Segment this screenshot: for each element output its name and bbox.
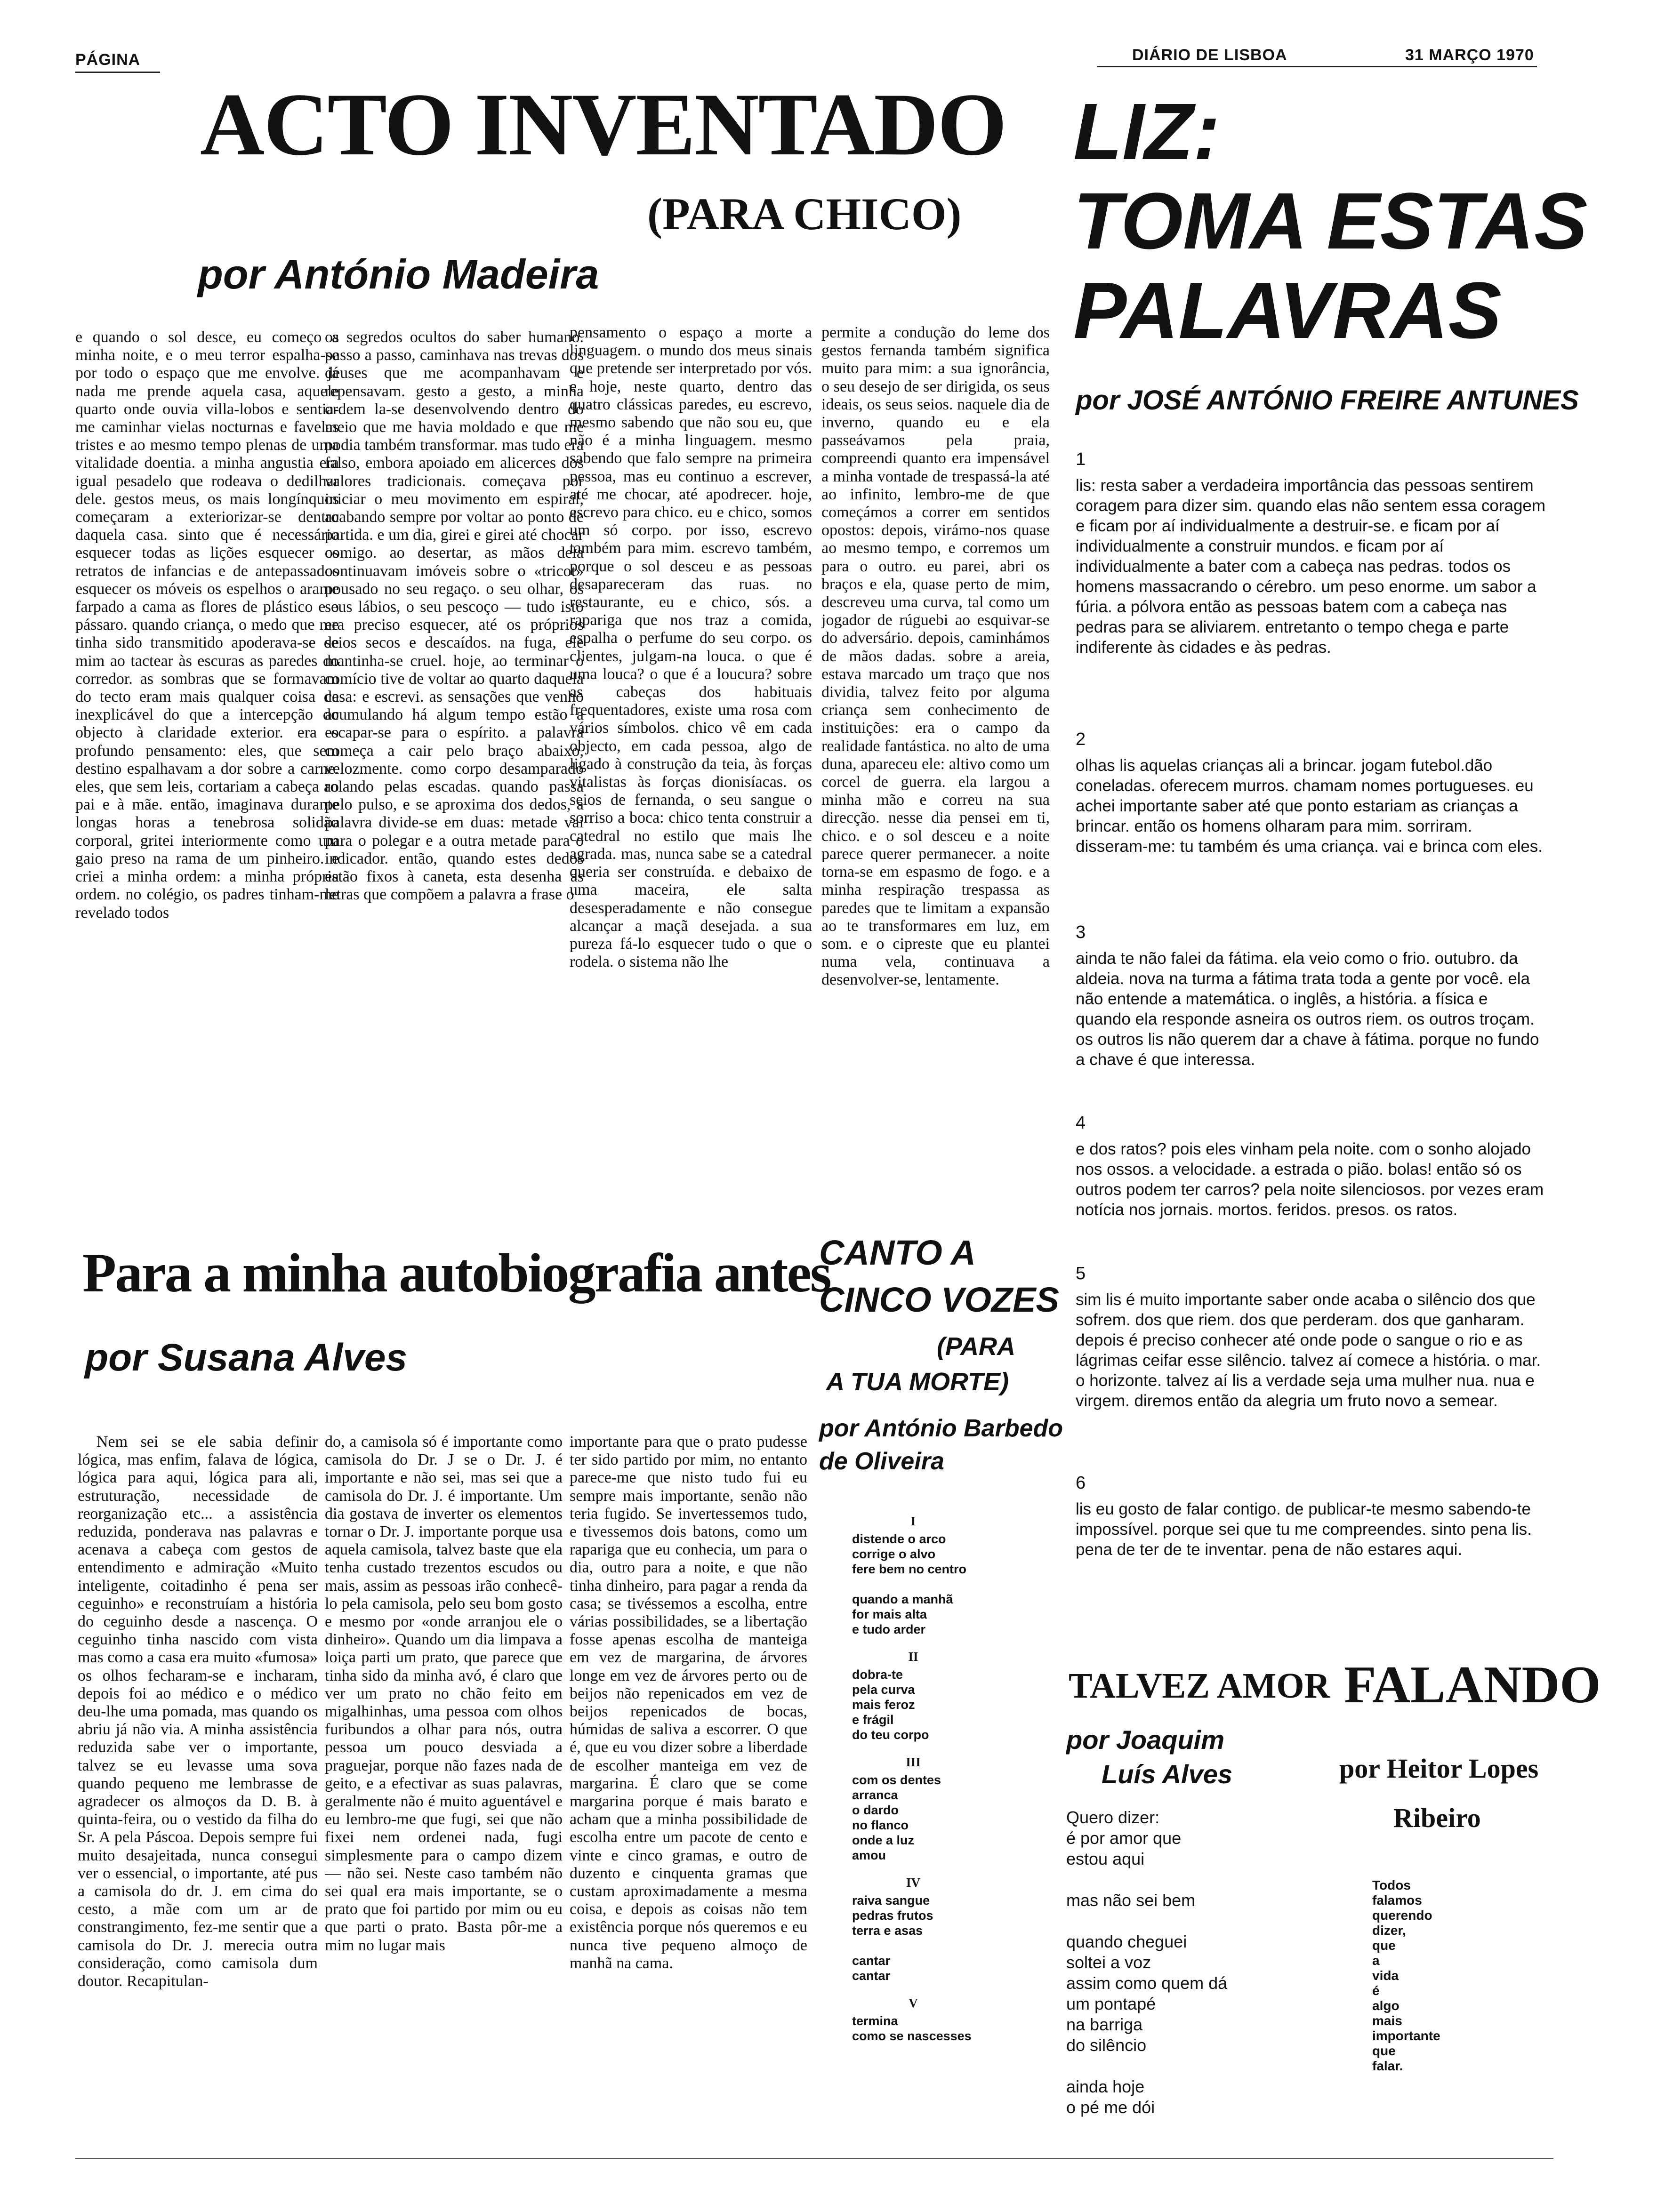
canto-subtitle-line-2: A TUA MORTE) [826, 1368, 1009, 1396]
acto-column-3-text: pensamento o espaço a morte a linguagem. o mundo dos meus sinais que pretende ser interpretado por vós. e hoje, neste quarto, dentro das quatro clássicas paredes, eu escrevo, mesmo sabendo que não sou eu, que não é a minha linguagem. mesmo sabendo que falo sempre na primeira pessoa, mas eu continuo a escrever, até me chocar, até apodrecer. hoje, escrevo para chico. eu e chico, somos um só corpo. por isso, escrevo também para mim. escrevo também, porque o sol desceu e as pessoas desapareceram das ruas. no restaurante, eu e chico, sós. a rapariga que nos traz a comida, espalha o perfume do seu corpo. os clientes, julgam-na louca. o que é uma louca? o que é a loucura? sobre as cabeças dos habituais frequentadores, existe uma rosa com vários símbolos. chico vê em cada objecto, em cada pessoa, algo de ligado à construção da teia, às forças vitalistas às forças dionisíacas. os seios de fernanda, o seu sangue o sorriso a boca: chico tenta construir a catedral no estilo que mais lhe agrada. mas, nunca sabe se a catedral queria ser construída. e debaixo de uma maceira, ele salta desesperadamente e não consegue alcançar a maçã desejada. a sua pureza fá-lo esquecer tudo o que o rodela. o sistema não lhe [570, 324, 812, 971]
autobiografia-byline: por Susana Alves [85, 1336, 408, 1379]
acto-column-1 [75, 329, 339, 1166]
canto-section-4-text: raiva sangue pedras frutos terra e asas cantar cantar [852, 1893, 933, 1983]
liz-section-4-number: 4 [1076, 1113, 1086, 1133]
liz-section-3-text: ainda te não falei da fátima. ela veio como o frio. outubro. da aldeia. nova na turma a fátima trata toda a gente por você. ela não entende a matemática. o inglês, a história. a física e quando ela responde asneira os outros riem. os outros troçam. os outros lis não querem dar a chave à fátima. porque no fundo a chave é que interessa. [1076, 949, 1539, 1069]
acto-column-4 [821, 324, 1050, 1166]
liz-section-5-text: sim lis é muito importante saber onde acaba o silêncio dos que sofrem. dos que riem. dos que perderam. dos que ganharam. depois é preciso conhecer até onde pode o sangue o rio e as lágrimas ceifar esse silêncio. talvez aí comece a história. o mar. o horizonte. talvez aí lis a verdade seja uma mulher nua. nua e virgem. diremos então da alegria um fruto novo a semear. [1076, 1290, 1541, 1410]
canto-section-5-number: V [909, 1996, 918, 2010]
autobiografia-column-3 [570, 1433, 807, 2118]
autobiografia-column-2-text: do, a camisola só é importante como camisola do Dr. J se o Dr. J. é importante e não sei, mas sei que a camisola do Dr. J. é importante. Um dia gostava de inverter os elementos tornar o Dr. J. importante porque usa aquela camisola, talvez baste que ela tenha custado trezentos escudos ou mais, assim as pessoas irão conhecê-lo pela camisola, pelo seu bom gosto e mesmo por «onde arranjou ele o dinheiro». Quando um dia limpava a loiça parti um prato, que parece que tinha sido da minha avó, é claro que ver um prato no chão feito em migalhinhas, uma pessoa com olhos furibundos a olhar para nós, outra pessoa um pouco desviada a praguejar, porque não fazes nada de geito, e a efectivar as suas palavras, geralmente não é muito aguentável e eu lembro-me que fugi, sei que não fixei nem ordenei nada, fugi simplesmente para o campo dizem — não sei. Neste caso também não sei qual era mais importante, se o prato que foi partido por mim ou eu que parti o prato. Basta pôr-me a mim no lugar mais [325, 1433, 563, 1954]
acto-column-1-text: e quando o sol desce, eu começo a minha noite, e o meu terror espalha-se por todo o espaço que me envolve. já nada me prende aquela casa, aquele quarto onde ouvia villa-lobos e sentia-me caminhar vielas nocturnas e favelas tristes e ao mesmo tempo plenas de uma vitalidade doentia. a minha angustia era igual pesadelo que rodeava o dedilhar dele. gestos meus, os mais longínquos começaram a exteriorizar-se dentro daquela casa. sinto que é necessário esquecer todas as lições esquecer os retratos de infancias e de antepassados esquecer os móveis os espelhos o arame farpado a cama as flores de plástico e o pássaro. quando criança, o medo que me tinha sido transmitido apoderava-se de mim ao tactear às escuras as paredes do corredor. as sombras que se formavam do tecto eram mais qualquer coisa de inexplicável do que a intercepção do objecto à claridade exterior. era o profundo pensamento: eles, que sem destino espalhavam a dor sobre a carne. eles, que sem leis, cortariam a cabeça ao pai e à mãe. então, imaginava durante longas horas a tenebrosa solidão corporal, gritei interiormente como um gaio preso na rama de um pinheiro. e criei a minha ordem: a minha própria ordem. no colégio, os padres tinham-me revelado todos [75, 329, 339, 922]
liz-title-line-1: LIZ: [1073, 87, 1220, 176]
canto-poem [852, 1506, 1050, 2056]
liz-section-2-text: olhas lis aquelas crianças ali a brincar. jogam futebol.dão coneladas. oferecem murros. chamam nomes portugueses. eu achei importante saber até que ponto estariam as crianças a brincar. então os homens olharam para mim. sorriram. disseram-me: tu também és uma criança. vai e brinca com eles. [1076, 756, 1543, 856]
liz-section-6 [1076, 1473, 1546, 1560]
liz-section-1 [1076, 449, 1546, 657]
acto-column-3 [570, 324, 812, 1166]
falando-byline-line-1: por Heitor Lopes [1339, 1753, 1539, 1784]
falando-title: FALANDO [1344, 1656, 1601, 1714]
acto-title: ACTO INVENTADO [200, 75, 1006, 174]
autobiografia-column-1 [78, 1433, 318, 2118]
canto-subtitle-line-1: (PARA [937, 1332, 1015, 1361]
autobiografia-column-2 [325, 1433, 563, 2118]
canto-section-5-text: termina como se nascesses [852, 2014, 972, 2043]
liz-section-4 [1076, 1113, 1546, 1220]
header-rule-left [75, 72, 160, 73]
falando-byline-line-2: Ribeiro [1393, 1803, 1481, 1833]
autobiografia-title: Para a minha autobiografia antes [82, 1242, 830, 1304]
canto-byline-line-2: de Oliveira [819, 1448, 944, 1475]
canto-section-3-text: com os dentes arranca o dardo no flanco onde a luz amou [852, 1773, 941, 1862]
talvez-byline-line-2: Luís Alves [1102, 1759, 1233, 1789]
liz-byline: por JOSÉ ANTÓNIO FREIRE ANTUNES [1076, 385, 1579, 416]
talvez-poem: Quero dizer: é por amor que estou aqui mas não sei bem quando cheguei soltei a voz assim como quem dá um pontapé na barriga do silêncio ainda hoje o pé me dói [1066, 1808, 1228, 2117]
liz-section-6-number: 6 [1076, 1473, 1086, 1493]
acto-byline: por António Madeira [198, 251, 599, 297]
liz-section-3 [1076, 922, 1546, 1070]
canto-section-1-number: I [910, 1514, 916, 1528]
footer-rule [75, 2158, 1553, 2159]
page-label: PÁGINA [75, 51, 141, 69]
acto-subtitle: (PARA CHICO) [647, 189, 962, 239]
newspaper-name: DIÁRIO DE LISBOA [1132, 46, 1287, 64]
talvez-byline-line-1: por Joaquim [1066, 1725, 1225, 1755]
canto-title-line-2: CINCO VOZES [819, 1280, 1059, 1319]
canto-title-line-1: CANTO A [819, 1233, 976, 1272]
liz-section-5-number: 5 [1076, 1264, 1086, 1283]
liz-section-6-text: lis eu gosto de falar contigo. de publicar-te mesmo sabendo-te impossível. porque sei que tu me compreendes. sinto pena lis. pena de ter de te inventar. pena de não estares aqui. [1076, 1500, 1532, 1559]
liz-section-4-text: e dos ratos? pois eles vinham pela noite. com o sonho alojado nos ossos. a velocidade. a estrada o pião. bolas! então só os outros podem ter carros? pela noite silenciosos. por vezes eram notícia nos jornais. mortos. feridos. presos. os ratos. [1076, 1140, 1544, 1219]
liz-title-line-2: TOMA ESTAS [1073, 176, 1588, 266]
canto-section-2-text: dobra-te pela curva mais feroz e frágil do teu corpo [852, 1667, 929, 1742]
canto-section-3-number: III [906, 1755, 921, 1769]
canto-section-1-text: distende o arco corrige o alvo fere bem no centro quando a manhã for mais alta e tudo arder [852, 1532, 967, 1636]
autobiografia-column-1-text: Nem sei se ele sabia definir lógica, mas enfim, falava de lógica, lógica para aqui, lógica para ali, estruturação, necessidade de reorganização etc... a assistência reduzida, ponderava nas palavras e acenava a cabeça com gestos de entendimento e admiração «Muito inteligente, coitadinho é pena ser ceguinho» e reconstruíam a história do ceguinho desde a nascença. O ceguinho tinha nascido com vista mas como a casa era muito «fumosa» os olhos fecharam-se e incharam, depois foi ao médico e o médico deu-lhe uma pomada, mas quando os abriu já não via. A minha assistência reduzida sabe ver o importante, talvez se eu levasse uma sova quando pequeno me lembrasse de agradecer os almoços da D. B. à quinta-feira, ou o vestido da filha do Sr. A pela Páscoa. Depois sempre fui muito desajeitada, nunca consegui ver o essencial, o importante, até pus a camisola do dr. J. em cima do cesto, a mãe com um ar de constrangimento, fez-me sentir que a camisola do Dr. J. merecia outra consideração, como camisola dum doutor. Recapitulan- [78, 1433, 318, 1990]
falando-poem: Todos falamos querendo dizer, que a vida é algo mais importante que falar. [1372, 1878, 1440, 2073]
issue-date: 31 MARÇO 1970 [1405, 46, 1534, 64]
acto-column-2 [325, 329, 584, 1166]
canto-byline-line-1: por António Barbedo [819, 1415, 1063, 1442]
autobiografia-column-3-text: importante para que o prato pudesse ter sido partido por mim, no entanto parece-me que nisto tudo fui eu sempre mais importante, senão não teria fugido. Se invertessemos tudo, e tivessemos dois batons, como um rapariga que eu conhecia, um para o dia, outro para a noite, e que não tinha dinheiro, para pagar a renda da casa; se tivéssemos a escolha, entre várias possibilidades, se a libertação fosse apenas escolha de manteiga em vez de margarina, de árvores longe em vez de árvores perto ou de beijos não repenicados em vez de beijos repenicados de bocas, húmidas de saliva a escorrer. O que é, que eu vou dizer sobre a liberdade de escolher manteiga em vez de margarina. É claro que se come margarina porque é mais barato e acham que a minha possibilidade de escolha entre um pacote de cento e vinte e cinco gramas, e outro de duzento e cinquenta gramas que custam aproximadamente a mesma coisa, e depois as coisas não tem existência porque nós queremos e eu nunca tive pequeno almoço de manhã na cama. [570, 1433, 807, 1972]
acto-column-2-text: os segredos ocultos do saber humano. passo a passo, caminhava nas trevas dos deuses que me acompanhavam e repensavam. gesto a gesto, a minha ordem la-se desenvolvendo dentro do meio que me havia moldado e que me podia também transformar. mas tudo era falso, embora apoiado em alicerces dos valores tradicionais. começava por iniciar o meu movimento em espiral, acabando sempre por voltar ao ponto de partida. e um dia, girei e girei até chocar comigo. ao desertar, as mãos dela continuavam imóveis sobre o «tricot» pousado no seu regaço. o seu olhar, os seus lábios, o seu pescoço — tudo isto era preciso esquecer, até os próprios seios secos e descaídos. na fuga, ele mantinha-se cruel. hoje, ao terminar o comício tive de voltar ao quarto daquela casa: e escrevi. as sensações que venho acumulando há algum tempo estão a escapar-se para o espírito. a palavra começa a cair pelo braço abaixo, velozmente. como corpo desamparado rolando pelas escadas. quando passa pelo pulso, e se aproxima dos dedos, a palavra divide-se em duas: metade vai para o polegar e a outra metade para o indicador. então, quando estes dedos estão fixos à caneta, esta desenha as letras que compõem a palavra a frase o [325, 329, 584, 904]
talvez-title: TALVEZ AMOR [1069, 1666, 1330, 1706]
liz-title-line-3: PALAVRAS [1073, 266, 1502, 355]
canto-section-4-number: IV [906, 1875, 920, 1890]
header-rule [1097, 66, 1537, 67]
liz-section-2-number: 2 [1076, 729, 1086, 749]
liz-section-1-number: 1 [1076, 449, 1086, 469]
acto-column-4-text: permite a condução do leme dos gestos fernanda também significa muito para mim: a sua ignorância, o seu desejo de ser dirigida, os seus ideais, os seus seios. naquele dia de inverno, quando eu e ela passeávamos pela praia, compreendi quanto era impensável a minha vontade de trespassá-la até ao infinito, lembro-me de que começámos a correr em sentidos opostos: depois, virámo-nos quase ao mesmo tempo, e corremos um para o outro. eu parei, abri os braços e ela, quase perto de mim, descreveu uma curva, tal como um jogador de rúguebi ao esquivar-se do adversário. depois, caminhámos de mãos dadas. sobre a areia, estava marcado um traço que nos dividia, talvez feito por alguma criança sem conhecimento de instituições: era o campo da realidade fantástica. no alto de uma duna, apareceu ele: altivo como um corcel de guerra. ela largou a minha mão e correu na sua direcção. nesse dia pensei em ti, chico. e o sol desceu e a noite parece querer permanecer. a noite torna-se em espasmo de fogo. e a minha respiração trespassa as paredes que te limitam a expansão ao te transformares em luz, em som. e o cipreste que eu plantei numa vela, continuava a desenvolver-se, lentamente. [821, 324, 1050, 989]
liz-section-1-text: lis: resta saber a verdadeira importância das pessoas sentirem coragem para dizer sim. quando elas não sentem essa coragem e ficam por aí individualmente a destruir-se. e ficam por aí individualmente a construir mundos. e ficam por aí individualmente a bater com a cabeça nas pedras. todos os homens massacrando o cérebro. um peso enorme. um sabor a fúria. a pólvora então as pessoas batem com a cabeça nas pedras para se aliviarem. entretanto o tempo chega e parte indiferente às cidades e às pedras. [1076, 476, 1546, 657]
liz-section-3-number: 3 [1076, 922, 1086, 942]
liz-section-5 [1076, 1264, 1546, 1411]
canto-section-2-number: II [908, 1650, 918, 1664]
liz-section-2 [1076, 729, 1546, 857]
